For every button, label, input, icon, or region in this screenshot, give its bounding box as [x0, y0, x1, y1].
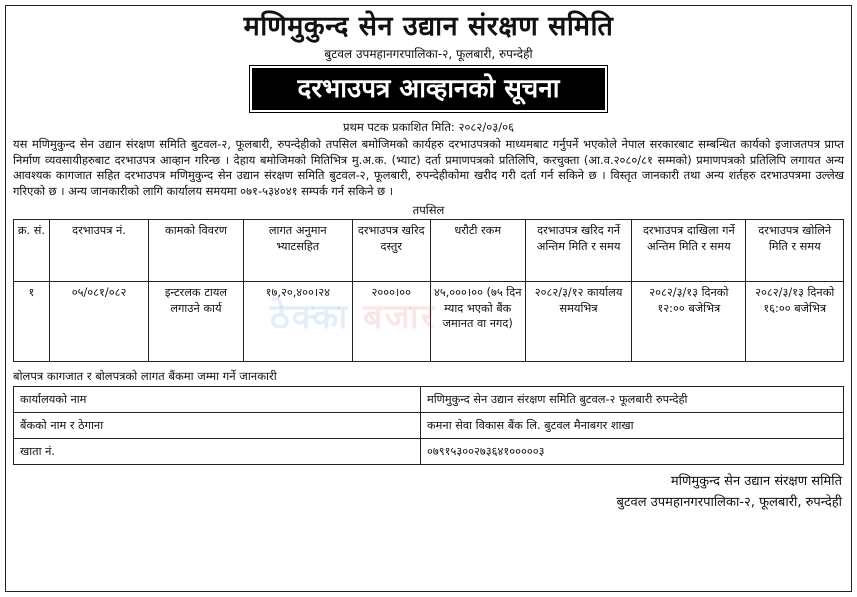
- bank-row-label: कार्यालयको नाम: [14, 387, 421, 413]
- column-header: दरभाउपत्र खरिद दस्तुर: [352, 220, 430, 282]
- bank-row: [14, 413, 844, 439]
- table-cell: ४५,०००।०० (७५ दिन म्याद भएको बैंक जमानत वा नगद): [430, 282, 525, 362]
- bank-info-heading: बोलपत्र कागजात र बोलपत्रको लागत बैंकमा जम्मा गर्ने जानकारी: [13, 369, 277, 384]
- bank-row: [14, 439, 844, 465]
- bank-row-value: कमना सेवा विकास बैंक लि. बुटवल मैनाबगर शाखा: [421, 413, 844, 439]
- table-cell: १: [14, 282, 50, 362]
- notice-banner: दरभाउपत्र आव्हानको सूचना: [252, 68, 606, 110]
- bank-row-value: मणिमुकुन्द सेन उद्यान संरक्षण समिति बुटवल-२ फूलबारी रुपन्देही: [421, 387, 844, 413]
- table-cell: इन्टरलक टायल लगाउने कार्य: [149, 282, 243, 362]
- schedule-label: तपसिल: [412, 203, 445, 218]
- column-header: दरभाउपत्र नं.: [49, 220, 149, 282]
- watermark-part2: बजार: [363, 297, 437, 337]
- bank-info-table: [13, 386, 844, 465]
- table-row: [14, 282, 844, 362]
- notice-paragraph: यस मणिमुकुन्द सेन उद्यान संरक्षण समिति बुटवल-२, फूलबारी, रुपन्देहीको तपसिल बमोजिमको कार्यहरु दरभाउपत्रको माध्यमबाट गर्नुपर्ने भएकोले नेपाल सरकारबाट सम्बन्धित कार्यको इजाजतपत्र प्राप्त निर्माण व्यवसायीहरुबाट दरभाउपत्र आव्हान गरिन्छ । देहाय बमोजिमको मितिभित्र मु.अ.क. (भ्याट) दर्ता प्रमाणपत्रको प्रतिलिपि, करचुक्ता (आ.व.२०८०/८१ सम्मको) प्रमाणपत्रको प्रतिलिपि लगायत अन्य आवश्यक कागजात सहित दरभाउपत्र मणिमुकुन्द सेन उद्यान संरक्षण समिति बुटवल-२, फूलबारी, रुपन्देहीकोमा खरीद गरी दर्ता गर्न सकिने छ । विस्तृत जानकारी तथा अन्य शर्तहरु दरभाउपत्रमा उल्लेख गरिएको छ । अन्य जानकारीको लागि कार्यालय समयमा ०७१-५३४०४१ सम्पर्क गर्न सकिने छ ।: [13, 137, 844, 198]
- column-header: कामको विवरण: [149, 220, 243, 282]
- organization-title: मणिमुकुन्द सेन उद्यान संरक्षण समिति: [243, 11, 614, 42]
- table-cell: १७,२०,४००।२४: [243, 282, 352, 362]
- notice-frame: [5, 5, 852, 592]
- bank-row: [14, 387, 844, 413]
- watermark-part1: ठेक्का: [270, 297, 350, 337]
- column-header: दरभाउपत्र खरिद गर्ने अन्तिम मिति र समय: [525, 220, 631, 282]
- bank-row-value: ०७९१५३००२७३६४१०००००३: [421, 439, 844, 465]
- column-header: दरभाउपत्र खोलिने मिति र समय: [746, 220, 844, 282]
- banner-wrapper: [13, 68, 844, 110]
- publication-date: प्रथम पटक प्रकाशित मिति: २०८२/०३/०६: [342, 120, 515, 134]
- signature-address: बुटवल उपमहानगरपालिका-२, फूलबारी, रुपन्देही: [616, 495, 842, 511]
- signature-org: मणिमुकुन्द सेन उद्यान संरक्षण समिति: [670, 474, 842, 490]
- table-cell: ०५/०८१/०८२: [49, 282, 149, 362]
- table-cell: २०८२/३/१३ दिनको १२:०० बजेभित्र: [632, 282, 746, 362]
- table-cell: २०८२/३/१३ दिनको १६:०० बजेभित्र: [746, 282, 844, 362]
- column-header: क्र. सं.: [14, 220, 50, 282]
- signature-block: [13, 471, 844, 513]
- table-cell: २०८२/३/१२ कार्यालय समयभित्र: [525, 282, 631, 362]
- organization-address: बुटवल उपमहानगरपालिका-२, फूलबारी, रुपन्देही: [324, 47, 533, 61]
- table-header-row: [14, 220, 844, 282]
- column-header: दरभाउपत्र दाखिला गर्ने अन्तिम मिति र समय: [632, 220, 746, 282]
- bank-row-label: खाता नं.: [14, 439, 421, 465]
- bank-row-label: बैंकको नाम र ठेगाना: [14, 413, 421, 439]
- column-header: धरौटी रकम: [430, 220, 525, 282]
- table-cell: २०००।००: [352, 282, 430, 362]
- column-header: लागत अनुमान भ्याटसहित: [243, 220, 352, 282]
- tender-schedule-table: [13, 219, 844, 362]
